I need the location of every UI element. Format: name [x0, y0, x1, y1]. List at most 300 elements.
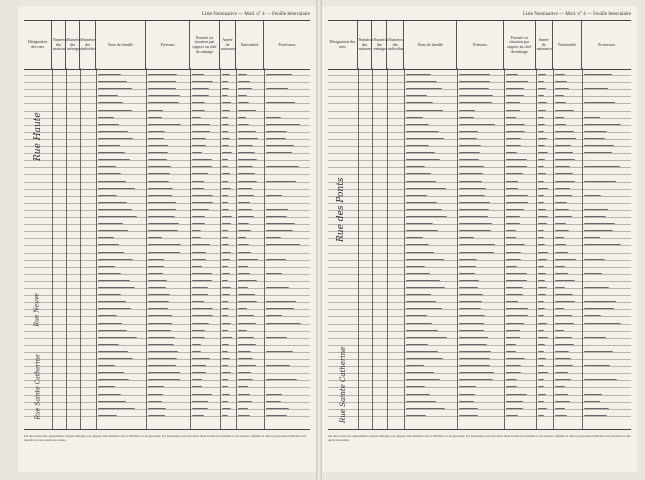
handwriting-stroke	[238, 112, 246, 118]
handwriting-stroke	[266, 268, 282, 274]
handwriting-stroke	[222, 325, 228, 331]
handwriting-stroke	[555, 403, 565, 409]
handwriting-stroke	[222, 367, 231, 373]
handwriting-stroke	[555, 90, 564, 96]
handwriting-stroke	[192, 90, 209, 96]
handwriting-stroke	[222, 346, 228, 352]
handwriting-stroke	[222, 225, 228, 231]
handwriting-stroke	[222, 239, 229, 245]
handwriting-stroke	[506, 211, 520, 217]
handwriting-stroke	[266, 204, 288, 210]
column-divider	[404, 68, 405, 429]
handwriting-stroke	[555, 133, 576, 139]
handwriting-stroke	[584, 211, 606, 217]
handwriting-stroke	[148, 183, 173, 189]
handwriting-stroke	[538, 97, 547, 103]
handwriting-stroke	[506, 325, 520, 331]
handwriting-stroke	[98, 204, 132, 210]
handwriting-stroke	[148, 168, 170, 174]
handwriting-stroke	[98, 289, 121, 295]
handwriting-stroke	[406, 76, 436, 82]
handwriting-stroke	[148, 332, 175, 338]
column-header: Désignation des rues	[24, 21, 52, 69]
handwriting-stroke	[538, 318, 547, 324]
handwriting-stroke	[238, 197, 250, 203]
handwriting-stroke	[266, 232, 281, 238]
handwriting-stroke	[238, 183, 252, 189]
handwriting-stroke	[538, 367, 548, 373]
handwriting-stroke	[459, 140, 481, 146]
handwriting-stroke	[222, 133, 230, 139]
handwriting-stroke	[459, 112, 474, 118]
handwriting-stroke	[584, 140, 614, 146]
handwriting-stroke	[459, 296, 482, 302]
handwriting-stroke	[459, 325, 483, 331]
handwriting-stroke	[584, 204, 608, 210]
handwriting-stroke	[222, 126, 228, 132]
column-divider	[372, 68, 373, 429]
handwriting-stroke	[555, 346, 569, 352]
column-divider	[52, 68, 53, 429]
handwriting-stroke	[584, 119, 620, 125]
handwriting-stroke	[459, 353, 490, 359]
handwriting-stroke	[459, 318, 484, 324]
handwriting-stroke	[555, 225, 569, 231]
handwriting-stroke	[538, 90, 545, 96]
handwriting-stroke	[406, 310, 427, 316]
handwriting-stroke	[98, 147, 125, 153]
handwriting-stroke	[538, 105, 546, 111]
handwriting-stroke	[266, 310, 282, 316]
handwriting-stroke	[238, 318, 256, 324]
handwriting-stroke	[98, 325, 127, 331]
handwriting-stroke	[222, 105, 230, 111]
handwriting-stroke	[538, 69, 547, 75]
handwriting-stroke	[459, 76, 489, 82]
handwriting-stroke	[98, 197, 127, 203]
handwriting-stroke	[222, 403, 231, 409]
handwriting-stroke	[555, 126, 574, 132]
column-header: Nom de famille	[404, 21, 457, 69]
handwriting-stroke	[192, 261, 202, 267]
handwriting-stroke	[266, 69, 292, 75]
handwriting-stroke	[98, 119, 119, 125]
column-divider	[457, 68, 458, 429]
handwriting-stroke	[459, 90, 493, 96]
handwriting-stroke	[266, 83, 288, 89]
handwriting-stroke	[222, 97, 231, 103]
handwriting-stroke	[266, 161, 299, 167]
footnote: On devra inscrire séparément chaque ménage par rapport aux membres de la famille et à la personne; les personnes sont inscrites dans l'ordre de résidence; les parents, enfants et autres personnes habitant sont inscrits les uns après les autres.	[328, 434, 631, 443]
handwriting-stroke	[222, 339, 229, 345]
handwriting-stroke	[506, 232, 516, 238]
handwriting-stroke	[584, 389, 601, 395]
handwriting-stroke	[192, 218, 205, 224]
handwriting-stroke	[222, 360, 228, 366]
handwriting-stroke	[222, 389, 230, 395]
handwriting-stroke	[538, 289, 546, 295]
handwriting-stroke	[98, 69, 121, 75]
handwriting-stroke	[506, 268, 527, 274]
handwriting-stroke	[98, 176, 126, 182]
handwriting-stroke	[406, 367, 434, 373]
handwriting-stroke	[266, 176, 296, 182]
handwriting-stroke	[266, 254, 286, 260]
handwriting-stroke	[506, 289, 523, 295]
handwriting-stroke	[406, 183, 446, 189]
handwriting-stroke	[192, 97, 205, 103]
handwriting-stroke	[555, 374, 571, 380]
column-divider	[66, 68, 67, 429]
handwriting-stroke	[98, 247, 124, 253]
handwriting-stroke	[266, 218, 295, 224]
handwriting-stroke	[148, 325, 171, 331]
handwriting-stroke	[148, 161, 171, 167]
handwriting-stroke	[406, 97, 432, 103]
handwriting-stroke	[555, 303, 565, 309]
handwriting-stroke	[459, 168, 482, 174]
handwriting-stroke	[555, 190, 572, 196]
column-divider	[80, 68, 81, 429]
handwriting-stroke	[555, 339, 574, 345]
handwriting-stroke	[459, 339, 487, 345]
handwriting-stroke	[506, 403, 523, 409]
handwriting-stroke	[148, 303, 168, 309]
handwriting-stroke	[584, 332, 606, 338]
handwriting-stroke	[266, 374, 297, 380]
column-divider	[220, 68, 221, 429]
handwriting-stroke	[148, 147, 168, 153]
handwriting-stroke	[148, 97, 179, 103]
handwriting-stroke	[538, 268, 546, 274]
handwriting-stroke	[266, 133, 286, 139]
handwriting-stroke	[555, 183, 570, 189]
handwriting-stroke	[506, 247, 521, 253]
handwriting-stroke	[238, 168, 255, 174]
handwriting-stroke	[238, 90, 247, 96]
handwriting-stroke	[266, 360, 290, 366]
handwriting-stroke	[538, 168, 546, 174]
handwriting-stroke	[222, 140, 229, 146]
handwriting-stroke	[538, 310, 544, 316]
handwriting-stroke	[555, 247, 569, 253]
handwriting-stroke	[506, 197, 528, 203]
column-divider	[190, 68, 191, 429]
handwriting-stroke	[192, 183, 204, 189]
handwriting-stroke	[459, 161, 483, 167]
handwriting-stroke	[148, 211, 175, 217]
handwriting-stroke	[506, 389, 527, 395]
handwriting-stroke	[459, 303, 481, 309]
handwriting-stroke	[584, 239, 620, 245]
handwriting-stroke	[459, 275, 479, 281]
handwriting-stroke	[222, 374, 228, 380]
handwriting-stroke	[222, 275, 228, 281]
handwriting-stroke	[459, 310, 485, 316]
handwriting-stroke	[538, 303, 546, 309]
handwriting-stroke	[459, 374, 493, 380]
handwriting-stroke	[538, 332, 549, 338]
handwriting-stroke	[98, 310, 117, 316]
handwriting-stroke	[192, 69, 204, 75]
handwriting-stroke	[506, 410, 519, 416]
handwriting-stroke	[406, 268, 430, 274]
handwriting-stroke	[222, 83, 229, 89]
handwriting-stroke	[506, 69, 519, 75]
handwriting-stroke	[98, 218, 123, 224]
handwriting-stroke	[148, 374, 180, 380]
handwriting-stroke	[238, 310, 254, 316]
handwriting-stroke	[538, 154, 545, 160]
handwriting-stroke	[555, 360, 574, 366]
handwriting-stroke	[506, 105, 520, 111]
handwriting-stroke	[406, 247, 434, 253]
handwriting-stroke	[406, 90, 427, 96]
handwriting-stroke	[222, 268, 230, 274]
handwriting-stroke	[584, 268, 601, 274]
handwriting-stroke	[406, 410, 426, 416]
handwriting-stroke	[148, 410, 165, 416]
handwriting-stroke	[584, 410, 607, 416]
handwriting-stroke	[506, 161, 527, 167]
handwriting-stroke	[406, 381, 425, 387]
handwriting-stroke	[148, 296, 169, 302]
handwriting-stroke	[459, 403, 478, 409]
handwriting-stroke	[459, 176, 482, 182]
handwriting-stroke	[238, 389, 250, 395]
handwriting-stroke	[98, 112, 114, 118]
handwriting-stroke	[406, 296, 436, 302]
handwriting-stroke	[238, 346, 251, 352]
handwriting-stroke	[555, 268, 568, 274]
handwriting-stroke	[148, 381, 164, 387]
handwriting-stroke	[192, 147, 202, 153]
column-header: Nationalité	[236, 21, 264, 69]
handwriting-stroke	[555, 218, 567, 224]
handwriting-stroke	[238, 254, 258, 260]
handwriting-stroke	[266, 346, 293, 352]
handwriting-stroke	[192, 403, 208, 409]
handwriting-stroke	[266, 140, 294, 146]
handwriting-stroke	[238, 261, 248, 267]
handwriting-stroke	[222, 289, 230, 295]
handwriting-stroke	[98, 282, 135, 288]
handwriting-stroke	[406, 360, 424, 366]
handwriting-stroke	[266, 332, 287, 338]
handwriting-stroke	[266, 396, 281, 402]
handwriting-stroke	[192, 374, 202, 380]
handwriting-stroke	[98, 183, 135, 189]
handwriting-stroke	[506, 97, 520, 103]
handwriting-stroke	[459, 367, 494, 373]
handwriting-stroke	[555, 353, 571, 359]
handwriting-stroke	[192, 389, 212, 395]
handwriting-stroke	[192, 318, 209, 324]
handwriting-stroke	[238, 374, 253, 380]
handwriting-stroke	[538, 275, 545, 281]
column-header: Nom de famille	[96, 21, 146, 69]
handwriting-stroke	[555, 239, 566, 245]
handwriting-stroke	[538, 261, 544, 267]
column-header: Nationalité	[553, 21, 583, 69]
handwriting-stroke	[222, 197, 228, 203]
column-divider	[236, 68, 237, 429]
handwriting-stroke	[148, 126, 165, 132]
handwriting-stroke	[192, 190, 213, 196]
handwriting-stroke	[266, 410, 287, 416]
handwriting-stroke	[555, 154, 576, 160]
column-header: Année de naissance	[536, 21, 553, 69]
handwriting-stroke	[148, 289, 170, 295]
column-header: Année de naissance	[220, 21, 236, 69]
entry-rows	[328, 68, 631, 430]
handwriting-stroke	[98, 168, 121, 174]
handwriting-stroke	[555, 275, 576, 281]
street-name: Rue Neuve	[33, 293, 41, 327]
handwriting-stroke	[406, 161, 425, 167]
handwriting-stroke	[538, 254, 547, 260]
handwriting-stroke	[538, 296, 544, 302]
handwriting-stroke	[406, 105, 442, 111]
handwriting-stroke	[555, 119, 566, 125]
handwriting-stroke	[584, 126, 607, 132]
handwriting-stroke	[192, 211, 205, 217]
handwriting-stroke	[584, 161, 619, 167]
column-header: Numéros des ménages	[66, 21, 80, 69]
handwriting-stroke	[238, 325, 247, 331]
handwriting-stroke	[506, 168, 523, 174]
handwriting-stroke	[266, 211, 287, 217]
handwriting-stroke	[238, 367, 251, 373]
footnote: On devra inscrire séparément chaque ménage par rapport aux membres de la famille et à la personne; les personnes sont inscrites dans l'ordre de résidence; les parents, enfants et autres personnes habitant sont inscrits les uns après les autres.	[24, 434, 306, 443]
handwriting-stroke	[555, 232, 564, 238]
handwriting-stroke	[238, 225, 251, 231]
handwriting-stroke	[148, 268, 163, 274]
handwriting-stroke	[459, 105, 475, 111]
handwriting-stroke	[506, 261, 517, 267]
handwriting-stroke	[506, 218, 520, 224]
handwriting-stroke	[506, 154, 527, 160]
handwriting-stroke	[506, 360, 521, 366]
handwriting-stroke	[459, 97, 492, 103]
handwriting-stroke	[406, 133, 444, 139]
handwriting-stroke	[148, 197, 176, 203]
handwriting-stroke	[459, 119, 494, 125]
handwriting-stroke	[148, 133, 164, 139]
handwriting-stroke	[148, 360, 176, 366]
handwriting-stroke	[584, 69, 611, 75]
handwriting-stroke	[555, 176, 575, 182]
handwriting-stroke	[506, 90, 524, 96]
handwriting-stroke	[459, 147, 480, 153]
handwriting-stroke	[222, 296, 228, 302]
handwriting-stroke	[406, 147, 434, 153]
handwriting-stroke	[222, 254, 230, 260]
handwriting-stroke	[238, 211, 254, 217]
handwriting-stroke	[506, 346, 516, 352]
handwriting-stroke	[98, 211, 137, 217]
handwriting-stroke	[459, 83, 488, 89]
handwriting-stroke	[538, 133, 547, 139]
handwriting-stroke	[584, 296, 616, 302]
handwriting-stroke	[555, 396, 570, 402]
handwriting-stroke	[538, 197, 544, 203]
handwriting-stroke	[584, 346, 613, 352]
handwriting-stroke	[459, 360, 489, 366]
handwriting-stroke	[506, 275, 527, 281]
handwriting-stroke	[238, 140, 253, 146]
handwriting-stroke	[98, 275, 130, 281]
handwriting-stroke	[238, 83, 252, 89]
handwriting-stroke	[192, 83, 209, 89]
handwriting-stroke	[406, 275, 440, 281]
handwriting-stroke	[538, 225, 544, 231]
handwriting-stroke	[555, 211, 572, 217]
handwriting-stroke	[584, 218, 615, 224]
handwriting-stroke	[459, 381, 476, 387]
handwriting-stroke	[538, 126, 544, 132]
handwriting-stroke	[584, 147, 612, 153]
handwriting-stroke	[506, 381, 517, 387]
street-name: Rue des Ponts	[336, 177, 346, 242]
handwriting-stroke	[98, 410, 117, 416]
handwriting-stroke	[538, 119, 545, 125]
handwriting-stroke	[538, 239, 545, 245]
entry-rows	[24, 68, 310, 430]
column-header: Profession	[598, 41, 615, 47]
handwriting-stroke	[459, 197, 489, 203]
handwriting-stroke	[192, 133, 206, 139]
handwriting-stroke	[555, 332, 572, 338]
handwriting-stroke	[538, 282, 548, 288]
handwriting-stroke	[459, 211, 488, 217]
column-divider	[387, 68, 388, 429]
handwriting-stroke	[459, 225, 491, 231]
handwriting-stroke	[222, 119, 229, 125]
column-header: Désignation des rues	[328, 21, 358, 69]
column-header: Prénoms	[457, 21, 504, 69]
handwriting-stroke	[148, 310, 172, 316]
handwriting-stroke	[506, 112, 516, 118]
handwriting-stroke	[584, 318, 621, 324]
handwriting-stroke	[192, 282, 208, 288]
handwriting-stroke	[406, 353, 443, 359]
handwriting-stroke	[506, 119, 525, 125]
handwriting-stroke	[506, 83, 524, 89]
handwriting-stroke	[506, 176, 519, 182]
handwriting-stroke	[555, 168, 573, 174]
handwriting-stroke	[506, 367, 521, 373]
column-header: Profession	[278, 41, 296, 47]
handwriting-stroke	[459, 410, 477, 416]
handwriting-stroke	[148, 225, 178, 231]
column-header: Numéros des maisons	[52, 21, 66, 69]
column-divider	[264, 68, 265, 429]
handwriting-stroke	[406, 168, 430, 174]
handwriting-stroke	[459, 183, 486, 189]
column-header: Parenté ou situation par rapport au chef de ménage	[190, 21, 220, 69]
handwriting-stroke	[555, 69, 565, 75]
handwriting-stroke	[98, 353, 133, 359]
handwriting-stroke	[406, 389, 430, 395]
handwriting-stroke	[266, 190, 282, 196]
handwriting-stroke	[459, 346, 491, 352]
column-header: Prénoms	[146, 21, 190, 69]
handwriting-stroke	[584, 254, 605, 260]
handwriting-stroke	[538, 147, 548, 153]
handwriting-stroke	[238, 339, 256, 345]
handwriting-stroke	[148, 69, 177, 75]
